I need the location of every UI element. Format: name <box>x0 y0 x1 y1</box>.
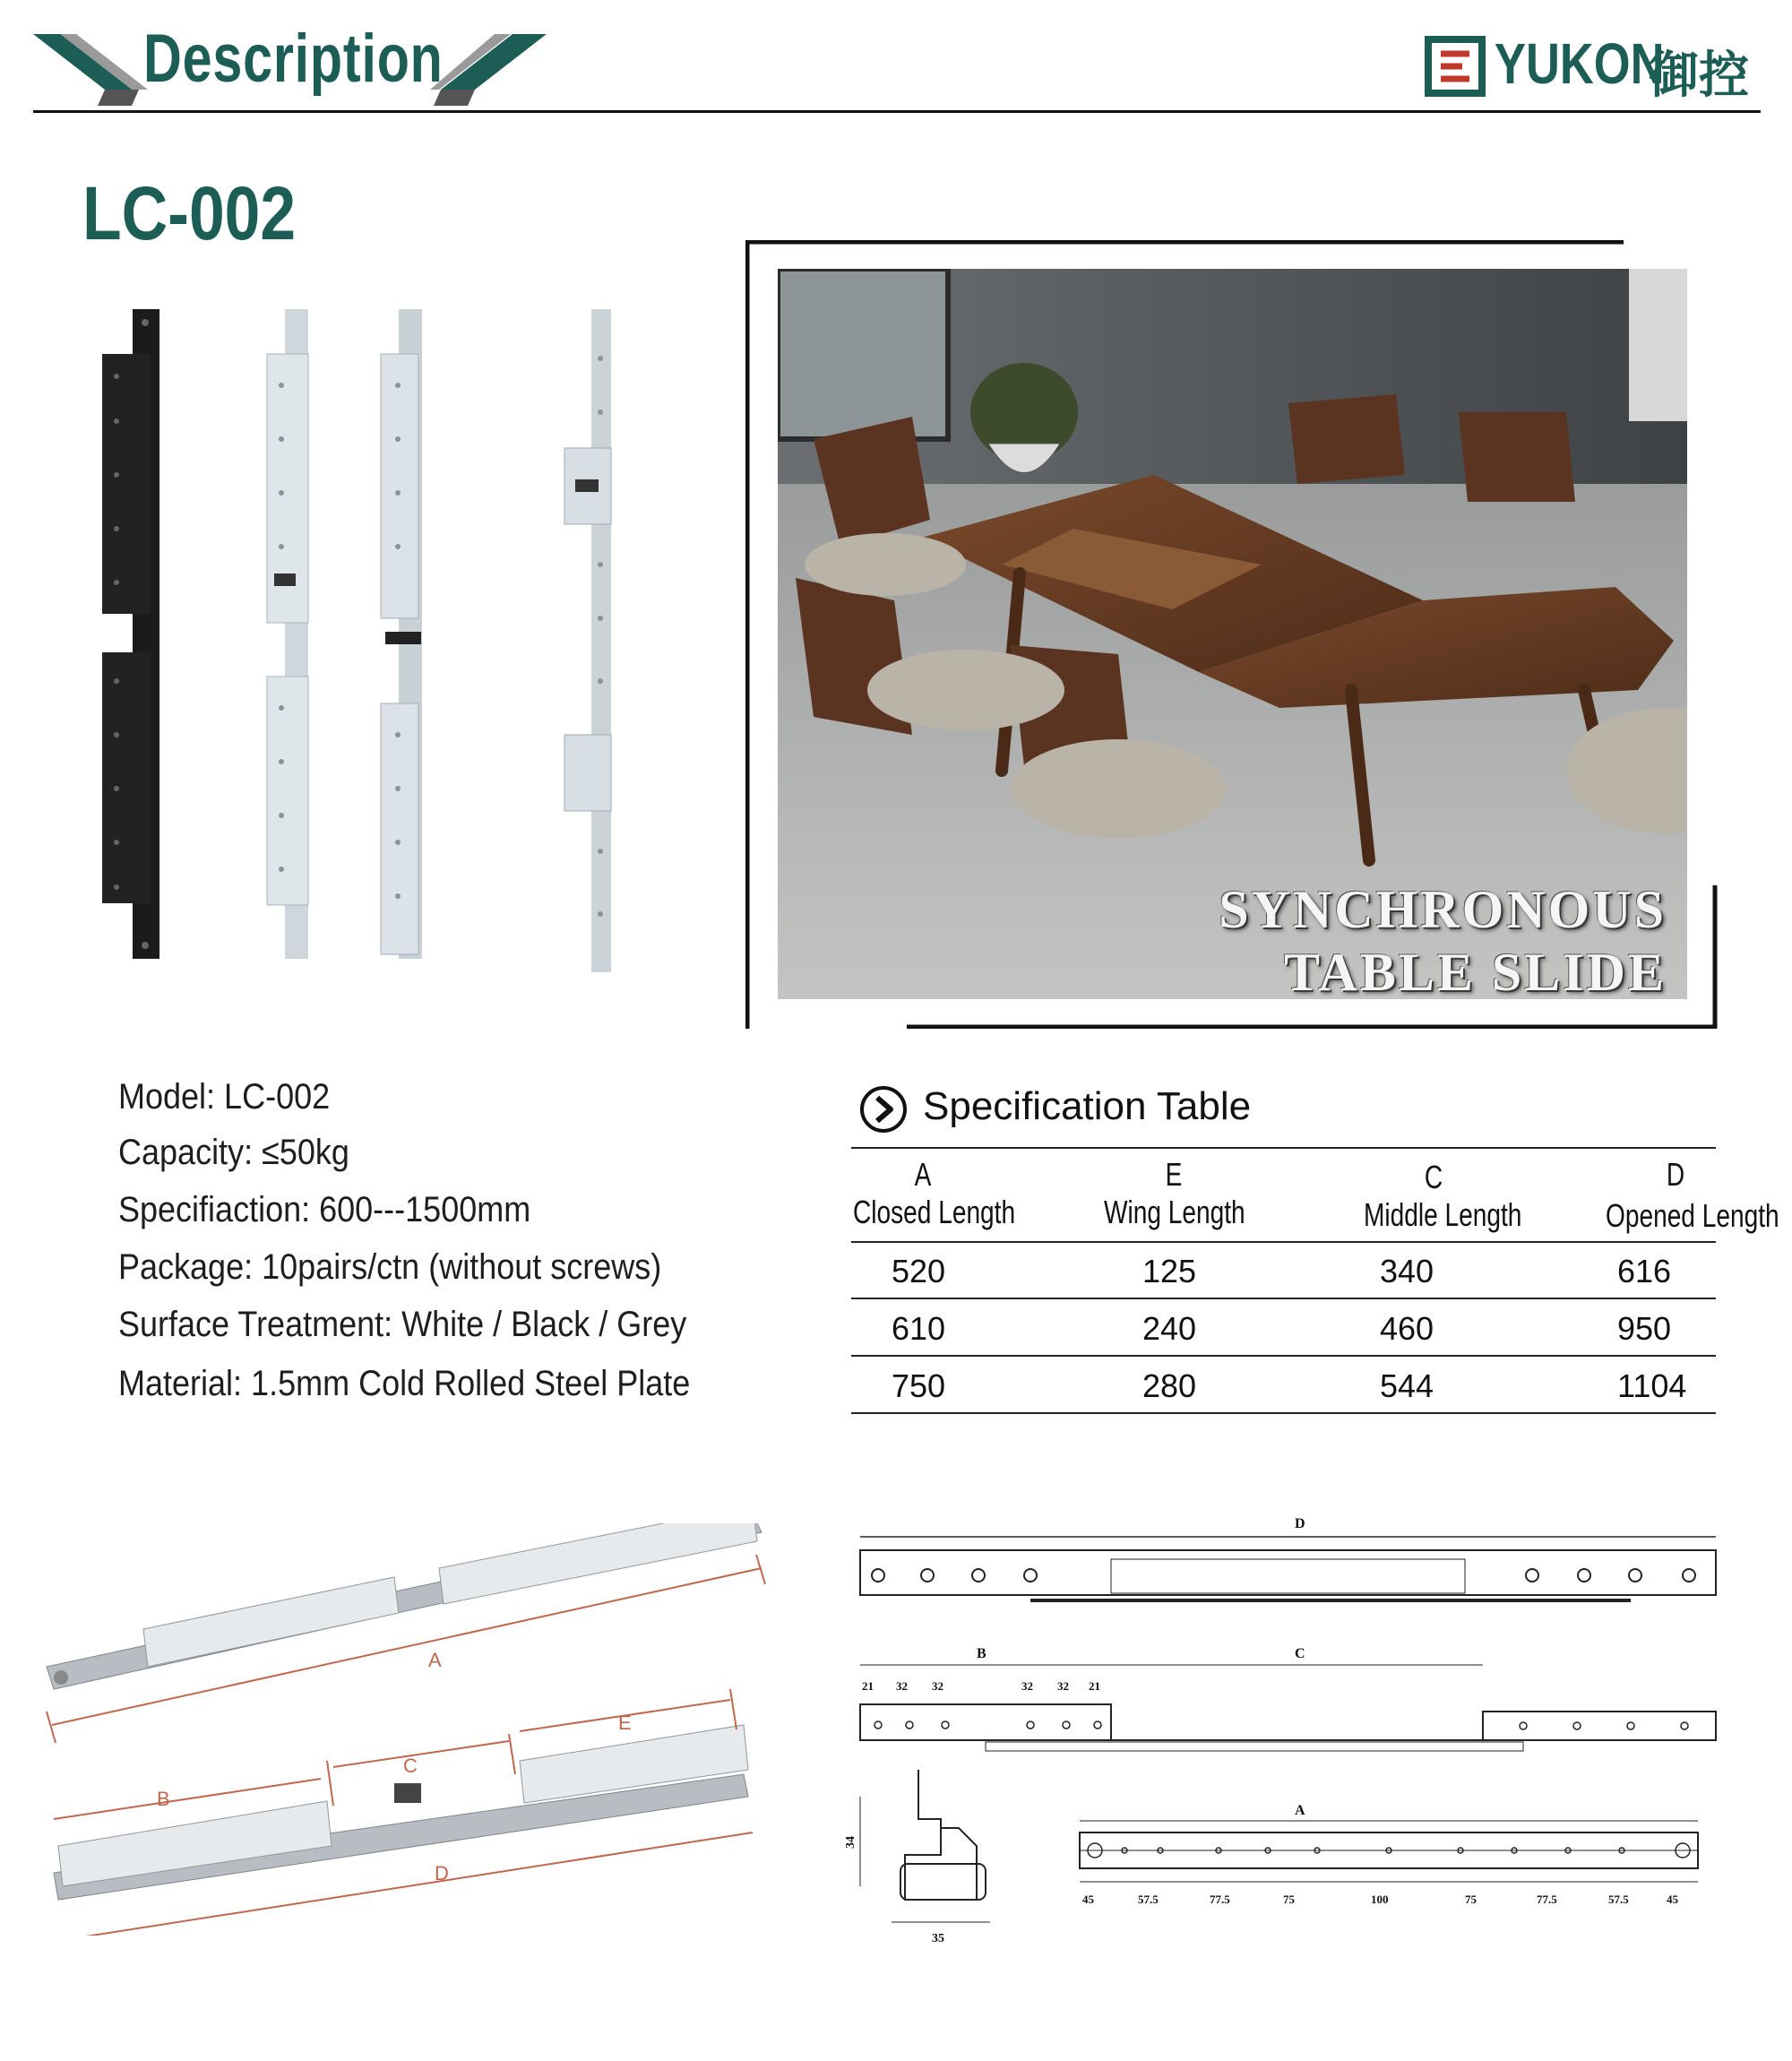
drawing-dim: 75 <box>1283 1893 1295 1906</box>
silver-rail-1 <box>267 309 308 959</box>
opened-rail <box>54 1725 748 1900</box>
col-label-d: Opened Length <box>1606 1197 1779 1234</box>
table-cell: 340 <box>1380 1253 1434 1289</box>
photo-label-c: C <box>403 1755 418 1777</box>
drawing-profile-height: 34 <box>844 1836 857 1849</box>
table-cell: 610 <box>892 1310 946 1347</box>
spec-package: Package: 10pairs/ctn (without screws) <box>118 1247 662 1287</box>
table-cell: 520 <box>892 1253 946 1289</box>
photo-caption-line1: SYNCHRONOUS <box>1219 880 1667 939</box>
spec-specification: Specifiaction: 600---1500mm <box>118 1190 531 1229</box>
drawing-dim: 32 <box>932 1679 943 1693</box>
drawing-label-b: B <box>977 1646 986 1661</box>
drawing-dim: 57.5 <box>1138 1893 1159 1906</box>
drawing-label-c: C <box>1295 1646 1305 1661</box>
drawing-dim: 21 <box>862 1679 874 1693</box>
table-cell: 616 <box>1617 1253 1672 1289</box>
photo-label-e: E <box>618 1712 632 1734</box>
technical-drawing <box>842 1505 1738 1971</box>
silver-rail-3 <box>564 309 611 972</box>
product-rails-image <box>90 305 663 995</box>
table-header-rule <box>851 1241 1716 1243</box>
col-letter-a: A <box>914 1156 932 1193</box>
drawing-dim: 57.5 <box>1608 1893 1629 1906</box>
header-divider <box>33 110 1761 113</box>
chevron-right-circle-icon <box>858 1084 909 1134</box>
header-left-chevron <box>33 34 150 106</box>
table-cell: 460 <box>1380 1310 1434 1347</box>
drawing-dim: 45 <box>1667 1893 1678 1906</box>
col-letter-c: C <box>1424 1159 1443 1195</box>
spec-material: Material: 1.5mm Cold Rolled Steel Plate <box>118 1364 691 1403</box>
brand-logo-icon <box>1423 34 1487 99</box>
drawing-dim: 77.5 <box>1537 1893 1557 1906</box>
black-rail <box>102 309 159 959</box>
drawing-label-a: A <box>1295 1803 1305 1818</box>
drawing-dim: 45 <box>1082 1893 1094 1906</box>
col-label-c: Middle Length <box>1364 1196 1522 1233</box>
col-label-a: Closed Length <box>853 1194 1016 1230</box>
photo-label-d: D <box>435 1862 449 1884</box>
drawing-dim: 100 <box>1371 1893 1389 1906</box>
table-row-rule <box>851 1298 1716 1299</box>
drawing-dim: 77.5 <box>1210 1893 1230 1906</box>
drawing-dim: 32 <box>1021 1679 1033 1693</box>
spec-surface: Surface Treatment: White / Black / Grey <box>118 1305 687 1344</box>
brand-name-cn: 御控 <box>1649 47 1749 105</box>
col-header-a <box>853 1156 1016 1231</box>
drawing-dim: 75 <box>1465 1893 1477 1906</box>
drawing-label-d: D <box>1295 1516 1305 1531</box>
spec-model: Model: LC-002 <box>118 1077 331 1117</box>
table-cell: 125 <box>1142 1253 1197 1289</box>
col-header-d <box>1606 1156 1779 1235</box>
table-bottom-rule <box>851 1412 1716 1414</box>
rail-dimension-photos <box>36 1523 771 1936</box>
table-cell: 950 <box>1617 1310 1672 1347</box>
photo-caption-line2: TABLE SLIDE <box>1283 943 1667 1002</box>
photo-caption <box>1057 878 1667 1004</box>
col-label-e: Wing Length <box>1104 1194 1245 1230</box>
drawing-profile-width: 35 <box>932 1932 944 1945</box>
spec-table-title: Specification Table <box>923 1084 1252 1128</box>
col-letter-e: E <box>1165 1156 1183 1193</box>
table-cell: 280 <box>1142 1367 1197 1404</box>
brand-name: YUKON <box>1495 31 1665 96</box>
col-header-e <box>1104 1156 1244 1231</box>
header-title: Description <box>143 21 444 97</box>
col-header-c <box>1364 1159 1522 1234</box>
table-cell: 240 <box>1142 1310 1197 1347</box>
col-letter-d: D <box>1666 1156 1685 1193</box>
header-right-chevron <box>430 34 547 106</box>
photo-label-a: A <box>428 1649 442 1671</box>
drawing-dim: 32 <box>896 1679 908 1693</box>
table-cell: 544 <box>1380 1367 1434 1404</box>
model-title: LC-002 <box>82 171 297 255</box>
drawing-dim: 32 <box>1057 1679 1069 1693</box>
table-row-rule <box>851 1355 1716 1357</box>
table-cell: 750 <box>892 1367 946 1404</box>
table-top-rule <box>851 1147 1716 1149</box>
closed-rail <box>47 1523 762 1689</box>
table-cell: 1104 <box>1617 1367 1687 1404</box>
photo-label-b: B <box>157 1788 170 1810</box>
spec-capacity: Capacity: ≤50kg <box>118 1133 349 1172</box>
drawing-dim: 21 <box>1089 1679 1100 1693</box>
silver-rail-2 <box>381 309 422 959</box>
